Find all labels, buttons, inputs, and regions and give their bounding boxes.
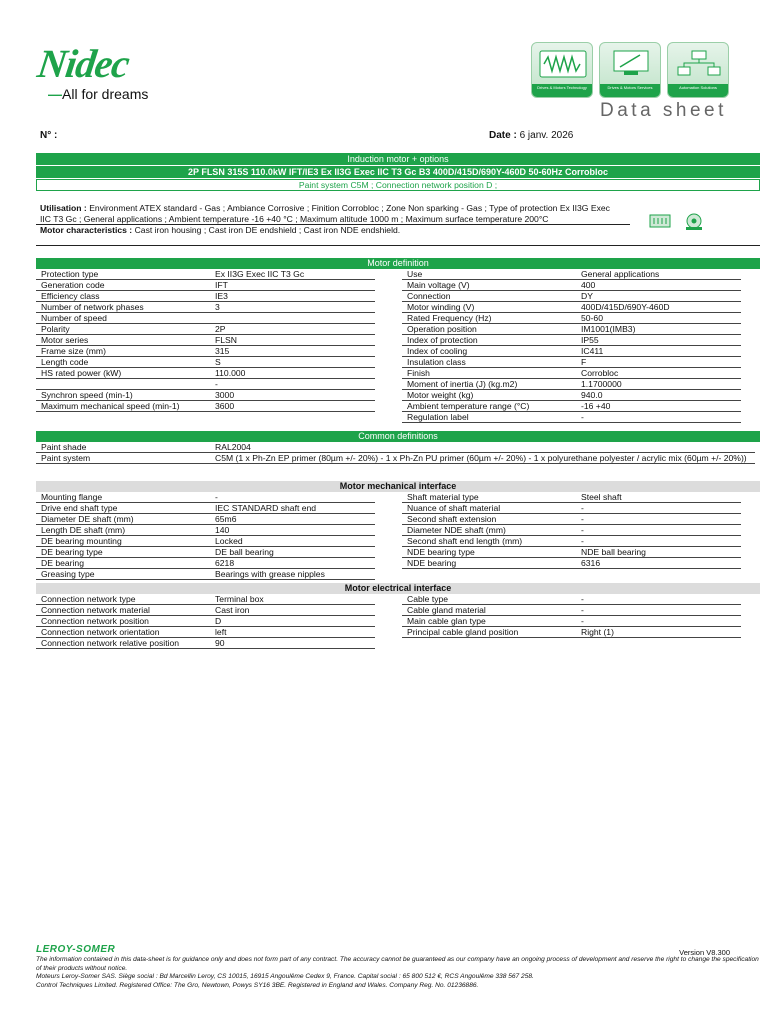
row-label: Regulation label: [402, 412, 576, 423]
row-label: Length code: [36, 357, 210, 368]
row-value: DE ball bearing: [210, 547, 375, 558]
row-value: -: [576, 412, 741, 423]
tagline: —All for dreams: [48, 86, 149, 102]
usage-icons: [648, 211, 706, 231]
table-row: [36, 291, 375, 302]
table-row: [402, 302, 741, 313]
row-value: 6218: [210, 558, 375, 569]
row-label: Motor weight (kg): [402, 390, 576, 401]
footer: [36, 944, 760, 990]
row-value: Steel shaft: [576, 492, 741, 503]
row-label: Moment of inertia (J) (kg.m2): [402, 379, 576, 390]
table-row: [402, 269, 741, 280]
row-value: FLSN: [210, 335, 375, 346]
row-value: DY: [576, 291, 741, 302]
table-row: [36, 346, 375, 357]
row-label: Connection: [402, 291, 576, 302]
row-value: 3000: [210, 390, 375, 401]
row-value: 140: [210, 525, 375, 536]
nidec-logo: [34, 41, 149, 102]
section-mechanical-interface: Motor mechanical interface: [36, 481, 760, 492]
table-row: [36, 357, 375, 368]
table-row: [36, 442, 755, 453]
row-value: S: [210, 357, 375, 368]
row-label: Main cable glan type: [402, 616, 576, 627]
row-label: DE bearing: [36, 558, 210, 569]
row-label: Connection network position: [36, 616, 210, 627]
table-row: [402, 324, 741, 335]
row-value: 400D/415D/690Y-460D: [576, 302, 741, 313]
row-label: Cable gland material: [402, 605, 576, 616]
table-row: [36, 616, 375, 627]
row-value: -: [576, 503, 741, 514]
row-label: Frame size (mm): [36, 346, 210, 357]
row-value: IM1001(IMB3): [576, 324, 741, 335]
table-row: [402, 357, 741, 368]
version: Version V8.300: [679, 948, 730, 957]
table-row: [402, 605, 741, 616]
row-value: IFT: [210, 280, 375, 291]
table-row: [402, 536, 741, 547]
row-value: Bearings with grease nipples: [210, 569, 375, 580]
utilisation-block: Utilisation : Environment ATEX standard - Gas ; Ambiance Corrosive ; Finition Corrobloc ; Zone Non sparking - Gas ; Type of protection Ex II3G Exec IIC T3 Gc ; General applications ; Ambient temperature -16 +40 °C ; Maximum altitude 1000 m ; Maximum surface temperature 200°C: [40, 203, 610, 224]
row-value: -: [576, 514, 741, 525]
row-value: 2P: [210, 324, 375, 335]
table-row: [36, 558, 375, 569]
row-value: 3: [210, 302, 375, 313]
table-row: [36, 605, 375, 616]
table-row: [36, 503, 375, 514]
motor-definition-left-table: [36, 269, 375, 412]
section-motor-definition: Motor definition: [36, 258, 760, 269]
row-label: Length DE shaft (mm): [36, 525, 210, 536]
row-label: Number of speed: [36, 313, 210, 324]
row-value: 940.0: [576, 390, 741, 401]
table-row: [402, 525, 741, 536]
table-row: [402, 412, 741, 423]
leroy-somer-logo: LEROY-SOMER: [36, 944, 116, 955]
row-label: Main voltage (V): [402, 280, 576, 291]
row-label: NDE bearing type: [402, 547, 576, 558]
row-value: D: [210, 616, 375, 627]
document-title: Data sheet: [600, 100, 727, 121]
legal-text: The information contained in this data-sheet is for guidance only and does not form part of any contract. The accuracy cannot be guaranteed as our company have an ongoing process of development and reserve the right to change the specification of their products without notice. Moteurs Leroy-Somer SAS. Siège social : Bd Marcellin Leroy, CS 10015, 16915 Angoulême Cedex 9, France. Capital social : 65 800 512 €, RCS Angoulême 338 567 258. Control Techniques Limited. Registered Office: The Gro, Newtown, Powys SY16 3BE. Registered in England and Wales. Company Reg. No. 01236886.: [36, 956, 759, 989]
section-common-definitions: Common definitions: [36, 431, 760, 442]
table-row: [402, 514, 741, 525]
table-row: [402, 280, 741, 291]
table-row: [402, 335, 741, 346]
table-row: [36, 335, 375, 346]
row-label: Paint shade: [36, 442, 210, 453]
table-row: [36, 280, 375, 291]
row-label: Connection network type: [36, 594, 210, 605]
number-label: N° :: [40, 130, 58, 141]
table-row: [36, 514, 375, 525]
row-value: -: [210, 379, 375, 390]
table-row: [402, 291, 741, 302]
row-label: Insulation class: [402, 357, 576, 368]
row-label: Second shaft extension: [402, 514, 576, 525]
table-row: [36, 379, 375, 390]
row-value: 6316: [576, 558, 741, 569]
row-label: Ambient temperature range (°C): [402, 401, 576, 412]
table-row: [36, 627, 375, 638]
table-row: [402, 390, 741, 401]
row-value: 1.1700000: [576, 379, 741, 390]
divider: [36, 245, 760, 246]
row-label: Motor series: [36, 335, 210, 346]
row-label: Connection network orientation: [36, 627, 210, 638]
row-value: General applications: [576, 269, 741, 280]
table-row: [402, 492, 741, 503]
row-label: Operation position: [402, 324, 576, 335]
drives-motors-tile-icon: Drives & Motors Technology: [531, 42, 593, 98]
common-definitions-table: [36, 442, 755, 464]
row-value: RAL2004: [210, 442, 755, 453]
row-label: Index of protection: [402, 335, 576, 346]
row-value: Corrobloc: [576, 368, 741, 379]
table-row: [36, 492, 375, 503]
motor-definition-right-table: [402, 269, 741, 423]
row-label: Connection network material: [36, 605, 210, 616]
table-row: [36, 525, 375, 536]
product-subline: Paint system C5M ; Connection network position D ;: [36, 179, 760, 191]
row-label: DE bearing mounting: [36, 536, 210, 547]
row-value: 90: [210, 638, 375, 649]
row-value: [210, 313, 375, 324]
row-label: Diameter NDE shaft (mm): [402, 525, 576, 536]
table-row: [36, 569, 375, 580]
row-value: IEC STANDARD shaft end: [210, 503, 375, 514]
table-row: [36, 324, 375, 335]
date-field: Date : 6 janv. 2026: [489, 130, 574, 141]
row-label: Second shaft end length (mm): [402, 536, 576, 547]
row-label: Mounting flange: [36, 492, 210, 503]
row-value: IE3: [210, 291, 375, 302]
table-row: [402, 547, 741, 558]
row-value: -: [576, 594, 741, 605]
table-row: [402, 368, 741, 379]
row-label: Synchron speed (min-1): [36, 390, 210, 401]
drives-motors-services-tile-icon: Drives & Motors Services: [599, 42, 661, 98]
table-row: [36, 536, 375, 547]
row-label: DE bearing type: [36, 547, 210, 558]
automation-solutions-tile-icon: Automation Solutions: [667, 42, 729, 98]
row-value: 3600: [210, 401, 375, 412]
row-value: 400: [576, 280, 741, 291]
row-value: -: [210, 492, 375, 503]
electrical-right-table: [402, 594, 741, 638]
table-row: [402, 313, 741, 324]
row-label: Greasing type: [36, 569, 210, 580]
table-row: [402, 401, 741, 412]
table-row: [36, 390, 375, 401]
mechanical-right-table: [402, 492, 741, 569]
table-row: [36, 302, 375, 313]
row-label: Motor winding (V): [402, 302, 576, 313]
motor-icon: [682, 211, 706, 231]
motor-characteristics: Motor characteristics : Cast iron housing ; Cast iron DE endshield ; Cast iron NDE endshield.: [40, 225, 401, 235]
row-value: -: [576, 525, 741, 536]
row-value: 50-60: [576, 313, 741, 324]
table-row: [402, 379, 741, 390]
row-value: Cast iron: [210, 605, 375, 616]
row-label: Protection type: [36, 269, 210, 280]
row-label: Connection network relative position: [36, 638, 210, 649]
row-value: 65m6: [210, 514, 375, 525]
table-row: [402, 594, 741, 605]
table-row: [36, 269, 375, 280]
brand-name: Nidec: [34, 41, 132, 86]
row-value: Right (1): [576, 627, 741, 638]
row-value: NDE ball bearing: [576, 547, 741, 558]
row-label: Generation code: [36, 280, 210, 291]
row-value: -16 +40: [576, 401, 741, 412]
row-label: Maximum mechanical speed (min-1): [36, 401, 210, 412]
product-designation: 2P FLSN 315S 110.0kW IFT/IE3 Ex II3G Exec IIC T3 Gc B3 400D/415D/690Y-460D 50-60Hz Corrobloc: [36, 166, 760, 178]
row-value: C5M (1 x Ph-Zn EP primer (80µm +/- 20%) - 1 x Ph-Zn PU primer (60µm +/- 20%) - 1 x polyurethane polyester / acrylic mix (60µm +/- 20%)): [210, 453, 755, 464]
table-row: [402, 616, 741, 627]
row-value: -: [576, 605, 741, 616]
row-label: Principal cable gland position: [402, 627, 576, 638]
row-value: F: [576, 357, 741, 368]
table-row: [36, 368, 375, 379]
row-label: Cable type: [402, 594, 576, 605]
table-row: [36, 401, 375, 412]
row-label: HS rated power (kW): [36, 368, 210, 379]
row-label: Diameter DE shaft (mm): [36, 514, 210, 525]
row-label: Polarity: [36, 324, 210, 335]
row-label: Drive end shaft type: [36, 503, 210, 514]
table-row: [402, 558, 741, 569]
row-value: left: [210, 627, 375, 638]
table-row: [402, 627, 741, 638]
row-value: Locked: [210, 536, 375, 547]
row-label: NDE bearing: [402, 558, 576, 569]
row-value: 110.000: [210, 368, 375, 379]
row-label: [36, 379, 210, 390]
row-value: Terminal box: [210, 594, 375, 605]
row-value: IP55: [576, 335, 741, 346]
row-label: Rated Frequency (Hz): [402, 313, 576, 324]
row-value: 315: [210, 346, 375, 357]
section-electrical-interface: Motor electrical interface: [36, 583, 760, 594]
table-row: [36, 547, 375, 558]
table-row: [36, 638, 375, 649]
solution-tiles: [531, 42, 729, 98]
row-label: Use: [402, 269, 576, 280]
row-value: -: [576, 536, 741, 547]
row-label: Paint system: [36, 453, 210, 464]
table-row: [402, 503, 741, 514]
mechanical-left-table: [36, 492, 375, 580]
row-label: Shaft material type: [402, 492, 576, 503]
table-row: [402, 346, 741, 357]
row-label: Number of network phases: [36, 302, 210, 313]
row-value: IC411: [576, 346, 741, 357]
table-row: [36, 594, 375, 605]
row-label: Index of cooling: [402, 346, 576, 357]
row-label: Nuance of shaft material: [402, 503, 576, 514]
table-row: [36, 453, 755, 464]
product-category: Induction motor + options: [36, 153, 760, 165]
table-row: [36, 313, 375, 324]
row-value: Ex II3G Exec IIC T3 Gc: [210, 269, 375, 280]
row-label: Efficiency class: [36, 291, 210, 302]
electrical-left-table: [36, 594, 375, 649]
row-value: -: [576, 616, 741, 627]
terminal-box-icon: [648, 211, 672, 231]
row-label: Finish: [402, 368, 576, 379]
